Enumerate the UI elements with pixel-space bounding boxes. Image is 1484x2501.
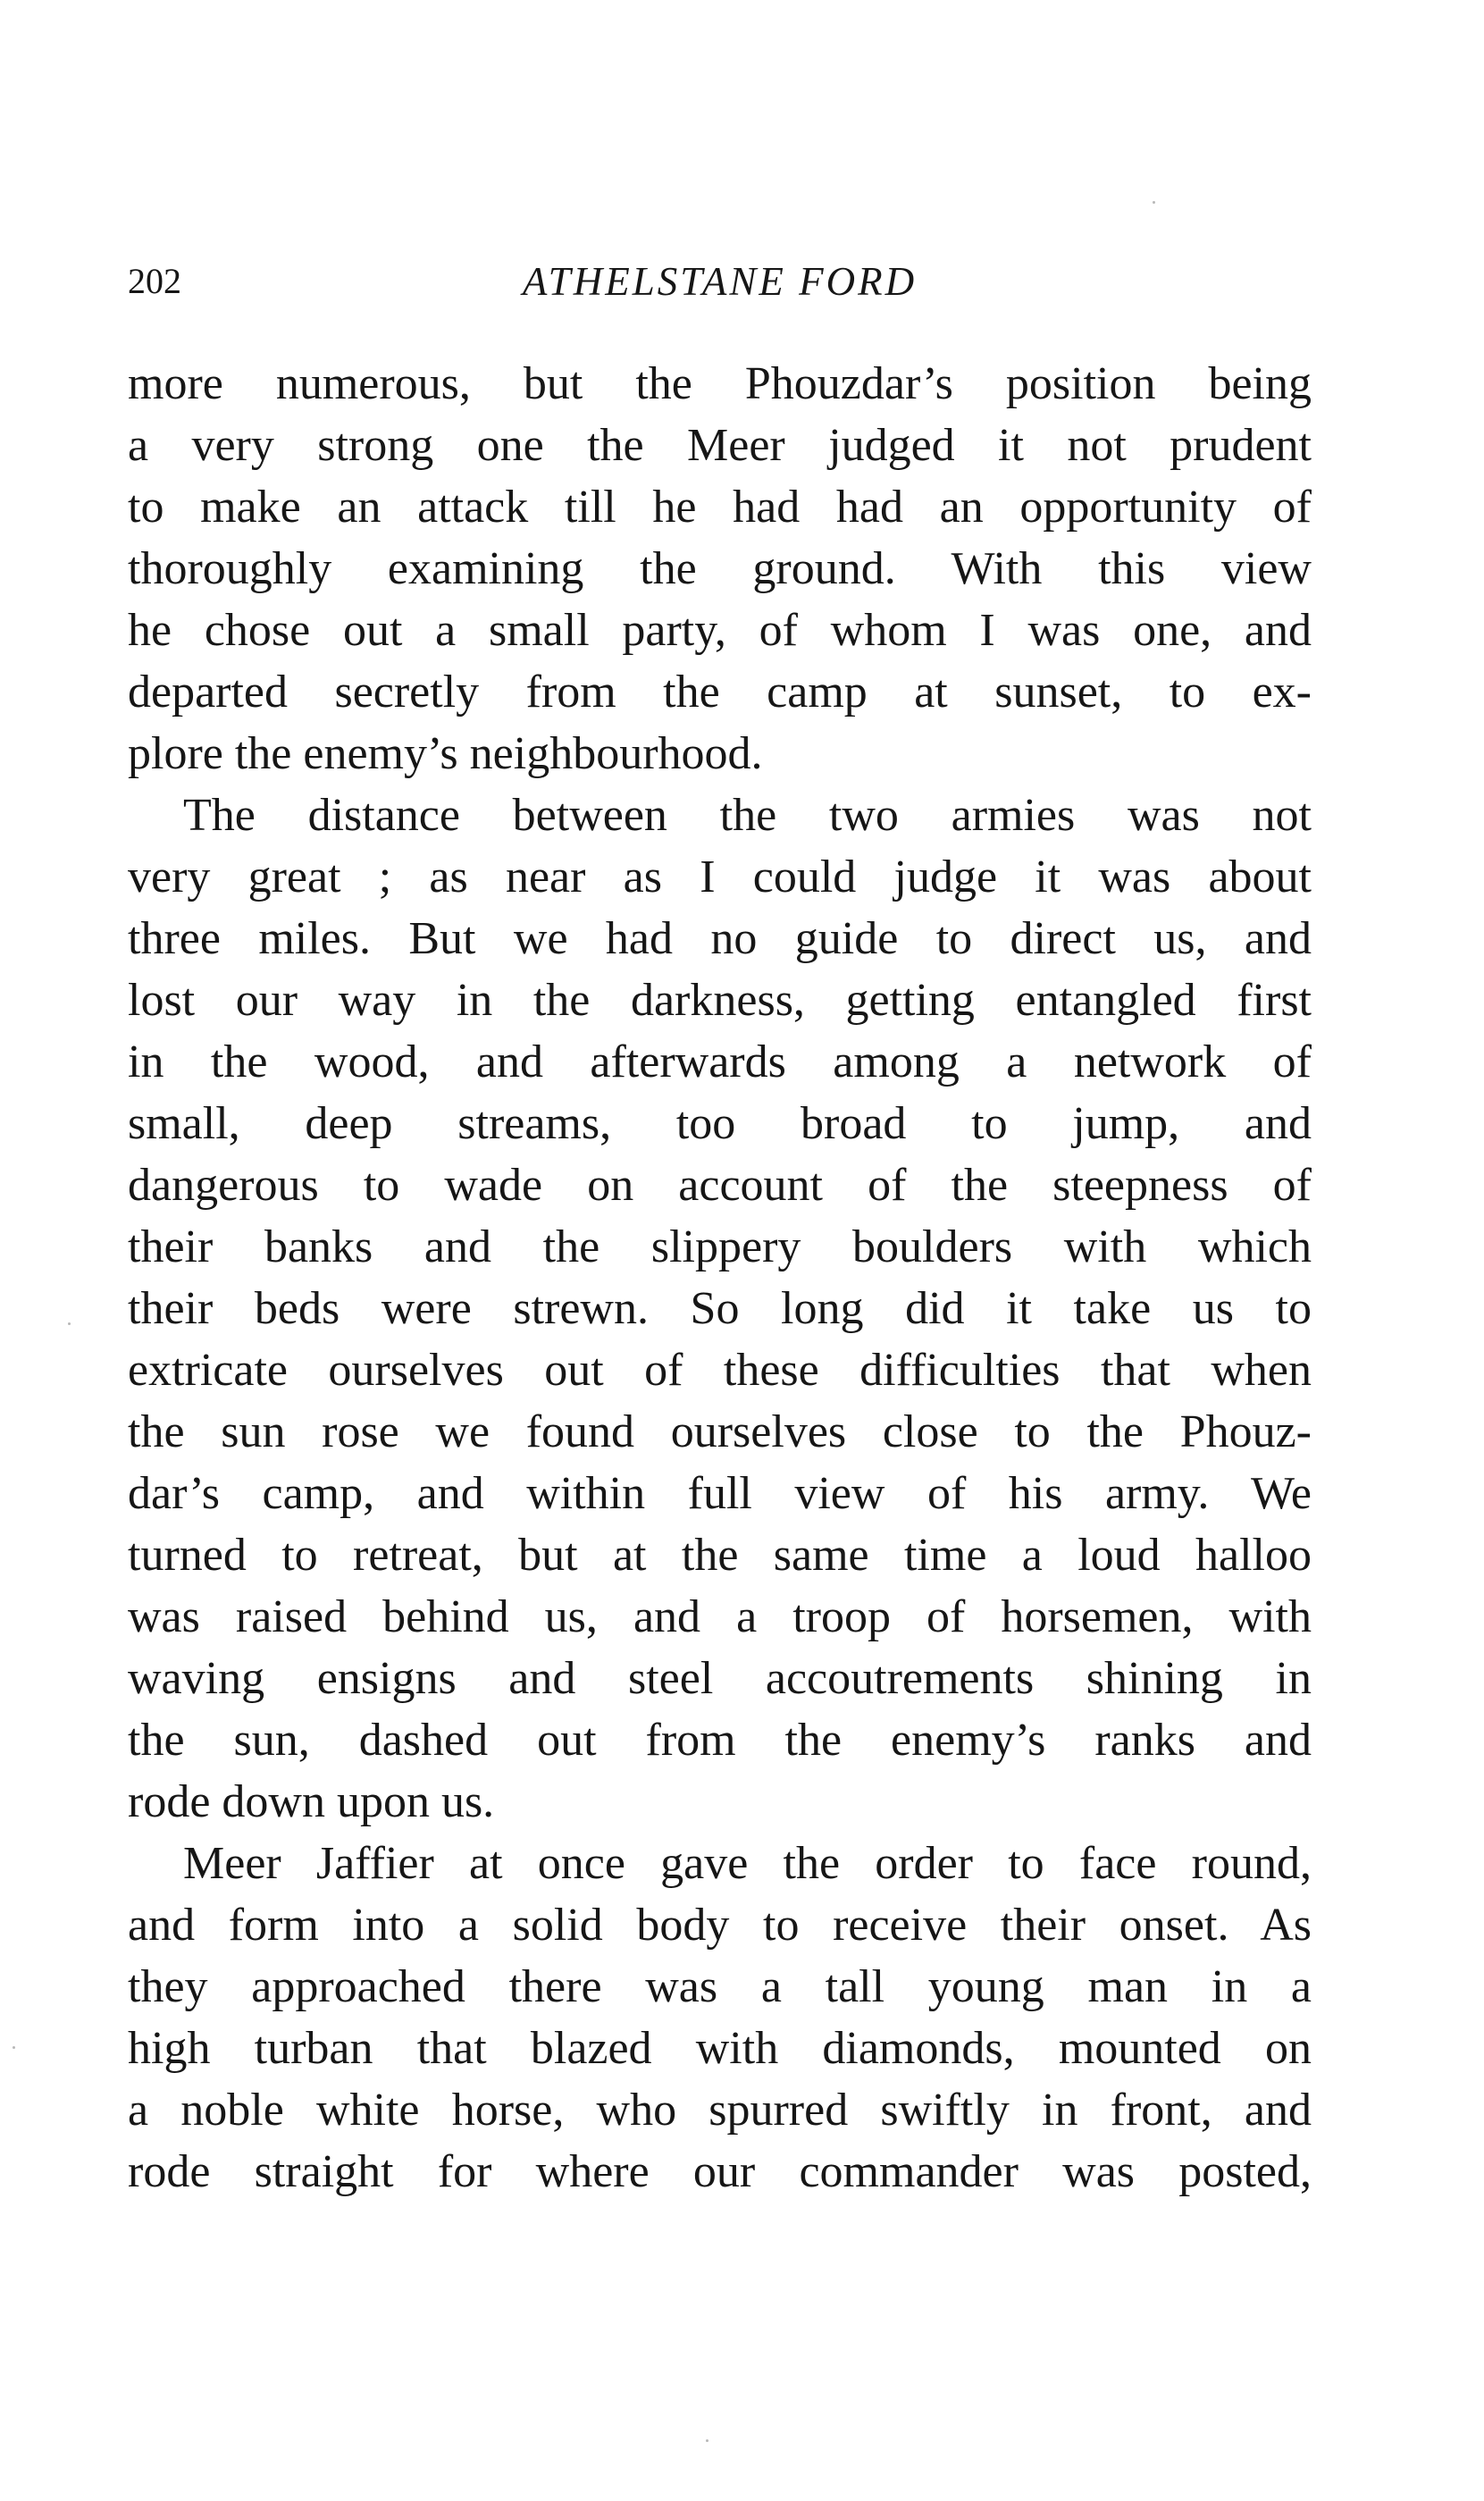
text-line: the sun, dashed out from the enemy’s ranks and [128, 1715, 1312, 1766]
text-line: he chose out a small party, of whom I was one, and [128, 605, 1312, 656]
text-line: was raised behind us, and a troop of horsemen, with [128, 1591, 1312, 1642]
paragraph [128, 353, 1312, 785]
page-number: 202 [128, 261, 181, 301]
text-line: turned to retreat, but at the same time a loud halloo [128, 1530, 1312, 1581]
text-line: extricate ourselves out of these difficulties that when [128, 1345, 1312, 1396]
text-line: thoroughly examining the ground. With this view [128, 543, 1312, 594]
text-line: and form into a solid body to receive their onset. As [128, 1900, 1312, 1951]
text-line: very great ; as near as I could judge it was about [128, 852, 1312, 902]
body-text [128, 353, 1312, 2203]
text-line: small, deep streams, too broad to jump, and [128, 1098, 1312, 1149]
text-line: the sun rose we found ourselves close to the Phouz- [128, 1406, 1312, 1457]
text-line: rode down upon us. [128, 1776, 495, 1827]
paragraph [128, 785, 1312, 1833]
text-line: Meer Jaffier at once gave the order to face round, [183, 1838, 1312, 1889]
text-line: high turban that blazed with diamonds, mounted on [128, 2023, 1312, 2074]
text-line: a noble white horse, who spurred swiftly in front, and [128, 2085, 1312, 2136]
paper-speck [706, 2439, 708, 2442]
paper-speck [68, 1322, 71, 1325]
text-line: a very strong one the Meer judged it not prudent [128, 420, 1312, 471]
paper-speck [1153, 201, 1155, 204]
text-line: plore the enemy’s neighbourhood. [128, 728, 763, 779]
text-line: dar’s camp, and within full view of his army. We [128, 1468, 1312, 1519]
text-line: more numerous, but the Phouzdar’s position being [128, 358, 1312, 409]
paper-speck [13, 2046, 15, 2049]
text-line: rode straight for where our commander was posted, [128, 2146, 1312, 2197]
running-head [128, 255, 1312, 308]
text-line: lost our way in the darkness, getting entangled first [128, 975, 1312, 1026]
text-line: The distance between the two armies was not [183, 790, 1312, 841]
text-line: departed secretly from the camp at sunset, to ex- [128, 667, 1312, 718]
text-line: their beds were strewn. So long did it take us to [128, 1283, 1312, 1334]
text-line: three miles. But we had no guide to direct us, and [128, 913, 1312, 964]
text-line: waving ensigns and steel accoutrements shining in [128, 1653, 1312, 1704]
text-line: they approached there was a tall young man in a [128, 1961, 1312, 2012]
text-line: dangerous to wade on account of the steepness of [128, 1160, 1312, 1211]
text-line: their banks and the slippery boulders with which [128, 1221, 1312, 1272]
paragraph [128, 1833, 1312, 2203]
running-title: ATHELSTANE FORD [522, 259, 918, 304]
text-line: in the wood, and afterwards among a network of [128, 1036, 1312, 1087]
text-line: to make an attack till he had had an opportunity of [128, 482, 1312, 533]
